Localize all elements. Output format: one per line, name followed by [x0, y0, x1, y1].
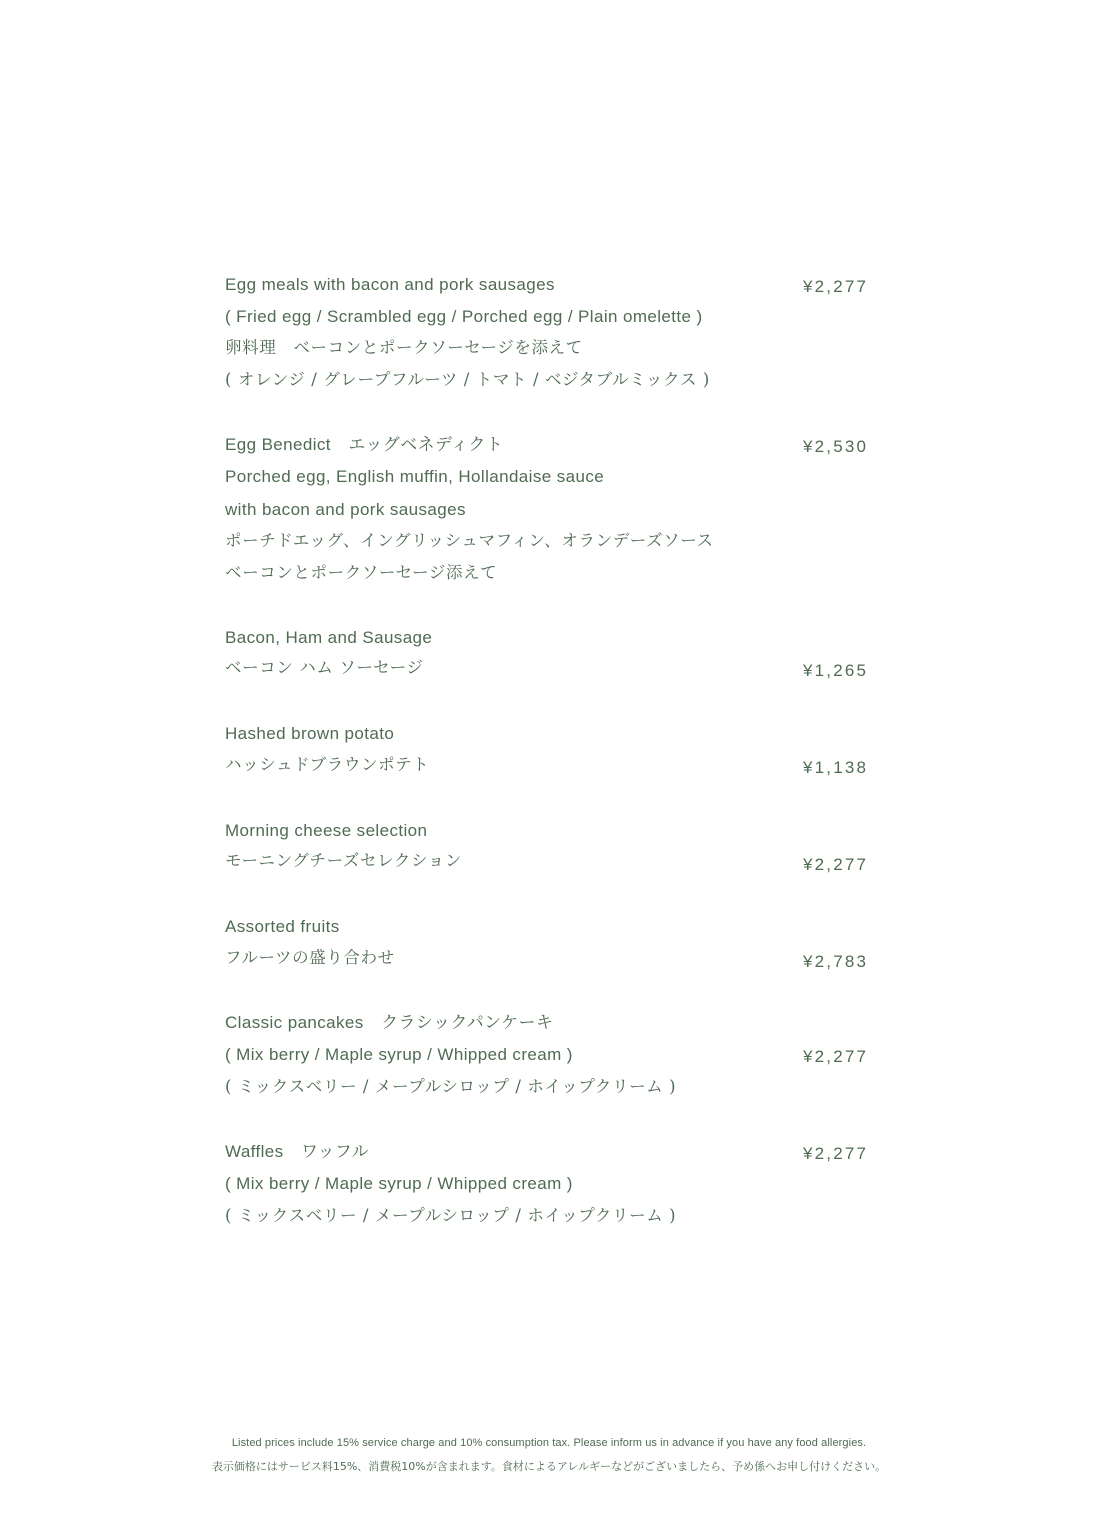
item-price: ¥1,265 [803, 661, 869, 680]
item-price: ¥1,138 [803, 758, 869, 777]
item-description-en: Porched egg, English muffin, Hollandaise sauce [225, 467, 605, 486]
item-name-jp: フルーツの盛り合わせ [225, 948, 395, 967]
item-description-en-2: with bacon and pork sausages [225, 500, 466, 519]
item-options-jp: ( ミックスベリー / メープルシロップ / ホイップクリーム ) [225, 1077, 677, 1096]
item-description-jp: ポーチドエッグ、イングリッシュマフィン、オランデーズソース [225, 531, 714, 550]
item-name-jp: ハッシュドブラウンポテト [225, 755, 430, 774]
item-name: Classic pancakes クラシックパンケーキ [225, 1013, 554, 1032]
item-options-en: ( Fried egg / Scrambled egg / Porched egg / Plain omelette ) [225, 307, 703, 326]
item-name-jp: モーニングチーズセレクション [225, 851, 462, 870]
footer-note-jp: 表示価格にはサービス料15%、消費税10%が含まれます。食材によるアレルギーなどがございましたら、予め係へお申し付けください。 [211, 1460, 887, 1473]
item-name: Waffles ワッフル [225, 1142, 370, 1161]
footer-note-en: Listed prices include 15% service charge and 10% consumption tax. Please inform us in advance if you have any food allergies. [231, 1437, 867, 1449]
item-price: ¥2,783 [803, 952, 869, 971]
item-price: ¥2,277 [803, 1144, 869, 1163]
item-name-en: Morning cheese selection [225, 821, 428, 840]
item-name: Egg Benedict エッグベネディクト [225, 435, 504, 454]
item-name-en: Hashed brown potato [225, 724, 395, 743]
item-name-en: Assorted fruits [225, 917, 340, 936]
item-price: ¥2,277 [803, 855, 869, 874]
item-name-en: Egg meals with bacon and pork sausages [225, 275, 555, 294]
item-options-en: ( Mix berry / Maple syrup / Whipped cream ) [225, 1174, 573, 1193]
item-price: ¥2,277 [803, 1047, 869, 1066]
item-price: ¥2,530 [803, 437, 869, 456]
item-price: ¥2,277 [803, 277, 869, 296]
item-name-jp: ベーコン ハム ソーセージ [225, 658, 424, 677]
item-options-jp: ( ミックスベリー / メープルシロップ / ホイップクリーム ) [225, 1206, 677, 1225]
item-options-jp: ( オレンジ / グレープフルーツ / トマト / ベジタブルミックス ) [225, 370, 710, 389]
item-name-jp: 卵料理 ベーコンとポークソーセージを添えて [225, 338, 583, 357]
item-description-jp-2: ベーコンとポークソーセージ添えて [225, 563, 498, 582]
item-name-en: Bacon, Ham and Sausage [225, 628, 433, 647]
item-options-en: ( Mix berry / Maple syrup / Whipped cream ) [225, 1045, 573, 1064]
